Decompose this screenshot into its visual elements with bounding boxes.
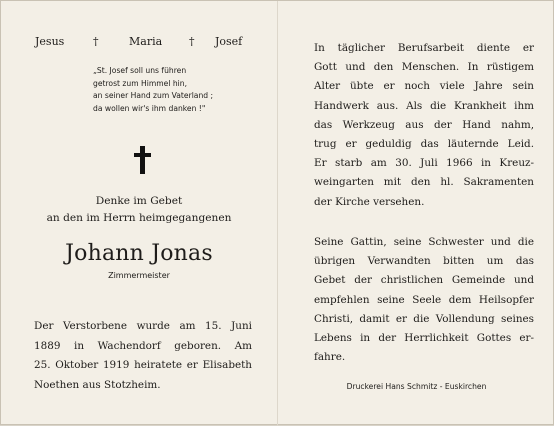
quote-line: an seiner Hand zum Vaterland ;	[93, 91, 214, 100]
p2-line: Seine Gattin, seine Schwester und die	[314, 236, 534, 248]
quote-line: „St. Josef soll uns führen	[93, 66, 187, 75]
bio-line: Der Verstorbene wurde am 15. Juni	[34, 320, 252, 332]
prayer-quote	[93, 65, 263, 115]
latin-cross-icon	[133, 146, 153, 174]
biography-paragraph-1	[314, 39, 534, 212]
p1-line: Alter übte er noch viele Jahre sein	[314, 80, 534, 93]
p2-line: fahre.	[314, 351, 346, 364]
name-maria: Maria	[129, 35, 163, 48]
bio-line: 25. Oktober 1919 heiratete er Elisabeth	[34, 359, 252, 371]
remembrance-text	[1, 193, 277, 227]
biography-left	[34, 317, 252, 395]
holy-family-names	[35, 35, 255, 51]
right-panel	[278, 1, 554, 426]
p1-line: der Kirche versehen.	[314, 195, 425, 208]
p1-line: Gott und den Menschen. In rüstigem	[314, 61, 534, 74]
p1-line: das Werkzeug aus der Hand nahm,	[314, 118, 534, 131]
name-josef: Josef	[215, 35, 243, 48]
deceased-name: Johann Jonas	[65, 241, 213, 266]
p2-line: Gebet der christlichen Gemeinde und	[314, 274, 534, 287]
p1-line: weingarten mit den hl. Sakramenten	[314, 176, 534, 189]
denke-line: an den im Herrn heimgegangenen	[46, 212, 232, 224]
printer-credit: Druckerei Hans Schmitz - Euskirchen	[346, 382, 487, 391]
p1-line: trug er geduldig das läuternde Leid.	[314, 138, 534, 151]
p1-line: In täglicher Berufsarbeit diente er	[314, 42, 534, 54]
name-jesus: Jesus	[35, 35, 65, 48]
p2-line: übrigen Verwandten bitten um das	[314, 255, 534, 268]
denke-line: Denke im Gebet	[95, 195, 183, 207]
biography-paragraph-2	[314, 233, 534, 367]
p1-line: Handwerk aus. Als die Krankheit ihm	[314, 99, 534, 112]
bio-line: 1889 in Wachendorf geboren. Am	[34, 339, 252, 352]
dagger-icon: †	[93, 35, 99, 48]
p1-line: Er starb am 30. Juli 1966 in Kreuz-	[314, 157, 534, 170]
occupation: Zimmermeister	[108, 271, 170, 280]
quote-line: getrost zum Himmel hin,	[93, 78, 187, 88]
bio-line: Noethen aus Stotzheim.	[34, 378, 161, 391]
p2-line: Christi, damit er die Vollendung seines	[314, 312, 534, 325]
dagger-icon: †	[189, 35, 195, 48]
quote-line: da wollen wir's ihm danken !"	[93, 103, 206, 113]
p2-line: empfehlen seine Seele dem Heilsopfer	[314, 293, 534, 306]
p2-line: Lebens in der Herrlichkeit Gottes er-	[314, 332, 534, 345]
left-panel	[1, 1, 277, 426]
